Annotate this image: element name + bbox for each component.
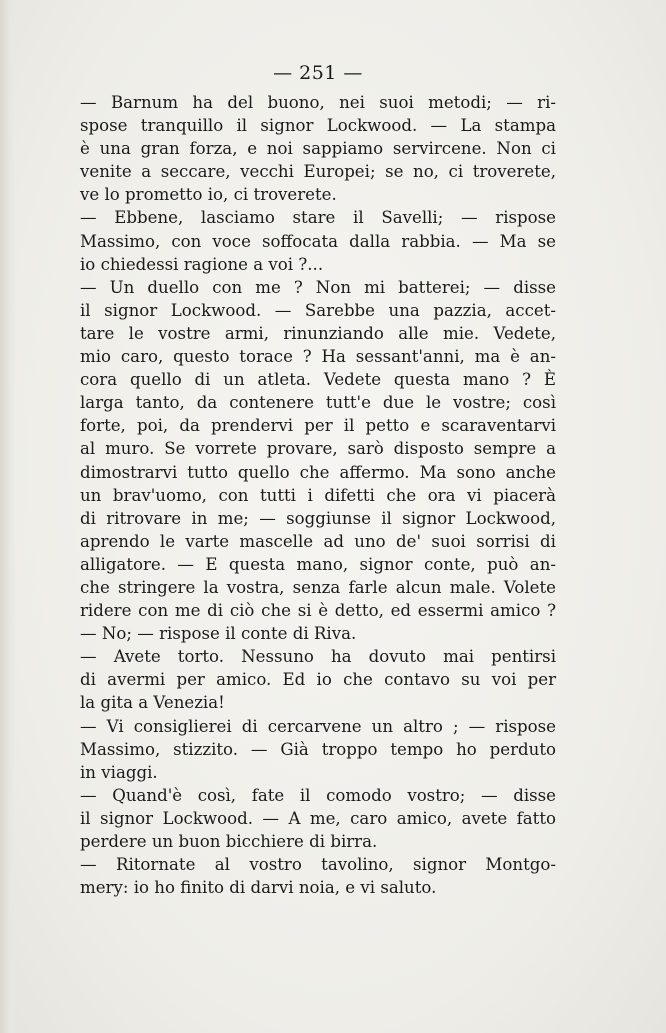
text-line: io chiedessi ragione a voi ?... [80, 254, 324, 274]
text-line: forte, poi, da prendervi per il petto e scaraventarvi [80, 416, 556, 436]
text-line: cora quello di un atleta. Vedete questa mano ? È [80, 370, 556, 390]
body-text [80, 91, 556, 899]
text-line: la gita a Venezia! [80, 693, 225, 713]
text-line: di ritrovare in me; — soggiunse il signor Lockwood, [80, 508, 556, 528]
text-line: alligatore. — E questa mano, signor conte, può an- [80, 554, 556, 574]
text-line: Massimo, stizzito. — Già troppo tempo ho perduto [80, 739, 556, 759]
page-binding-edge [0, 0, 16, 1033]
text-line: venite a seccare, vecchi Europei; se no, ci troverete, [80, 162, 556, 182]
text-line: — Un duello con me ? Non mi batterei; — disse [80, 277, 556, 297]
text-line: che stringere la vostra, senza farle alcun male. Volete [80, 577, 556, 597]
text-line: mio caro, questo torace ? Ha sessant'anni, ma è an- [80, 347, 556, 367]
text-line: — No; — rispose il conte di Riva. [80, 624, 357, 644]
text-line: un brav'uomo, con tutti i difetti che ora vi piacerà [80, 485, 556, 505]
text-line: il signor Lockwood. — A me, caro amico, avete fatto [80, 808, 556, 828]
text-line: — Avete torto. Nessuno ha dovuto mai pentirsi [80, 647, 556, 667]
text-line: di avermi per amico. Ed io che contavo su voi per [80, 670, 556, 690]
text-line: in viaggi. [80, 762, 158, 782]
text-line: tare le vostre armi, rinunziando alle mie. Vedete, [80, 323, 556, 343]
text-line: larga tanto, da contenere tutt'e due le vostre; così [80, 393, 556, 413]
text-line: ridere con me di ciò che si è detto, ed essermi amico ? [80, 601, 556, 621]
text-line: — Quand'è così, fate il comodo vostro; — disse [80, 785, 556, 805]
page-number: — 251 — [273, 62, 363, 84]
text-line: il signor Lockwood. — Sarebbe una pazzia, accet- [80, 300, 556, 320]
text-line: — Barnum ha del buono, nei suoi metodi; — ri- [80, 93, 556, 112]
text-line: dimostrarvi tutto quello che affermo. Ma sono anche [80, 462, 556, 482]
text-line: mery: io ho finito di darvi noia, e vi saluto. [80, 878, 437, 898]
text-line: è una gran forza, e noi sappiamo servircene. Non ci [80, 139, 556, 159]
text-line: Massimo, con voce soffocata dalla rabbia. — Ma se [80, 231, 556, 251]
text-line: ve lo prometto io, ci troverete. [80, 185, 337, 205]
text-line: perdere un buon bicchiere di birra. [80, 832, 378, 851]
text-line: aprendo le varte mascelle ad uno de' suoi sorrisi di [80, 531, 556, 551]
text-line: al muro. Se vorrete provare, sarò disposto sempre a [80, 439, 556, 459]
text-line: — Ritornate al vostro tavolino, signor Montgo- [80, 855, 556, 875]
text-line: spose tranquillo il signor Lockwood. — La stampa [80, 116, 556, 136]
text-line: — Vi consiglierei di cercarvene un altro ; — rispose [80, 716, 556, 736]
text-line: — Ebbene, lasciamo stare il Savelli; — rispose [80, 208, 556, 228]
